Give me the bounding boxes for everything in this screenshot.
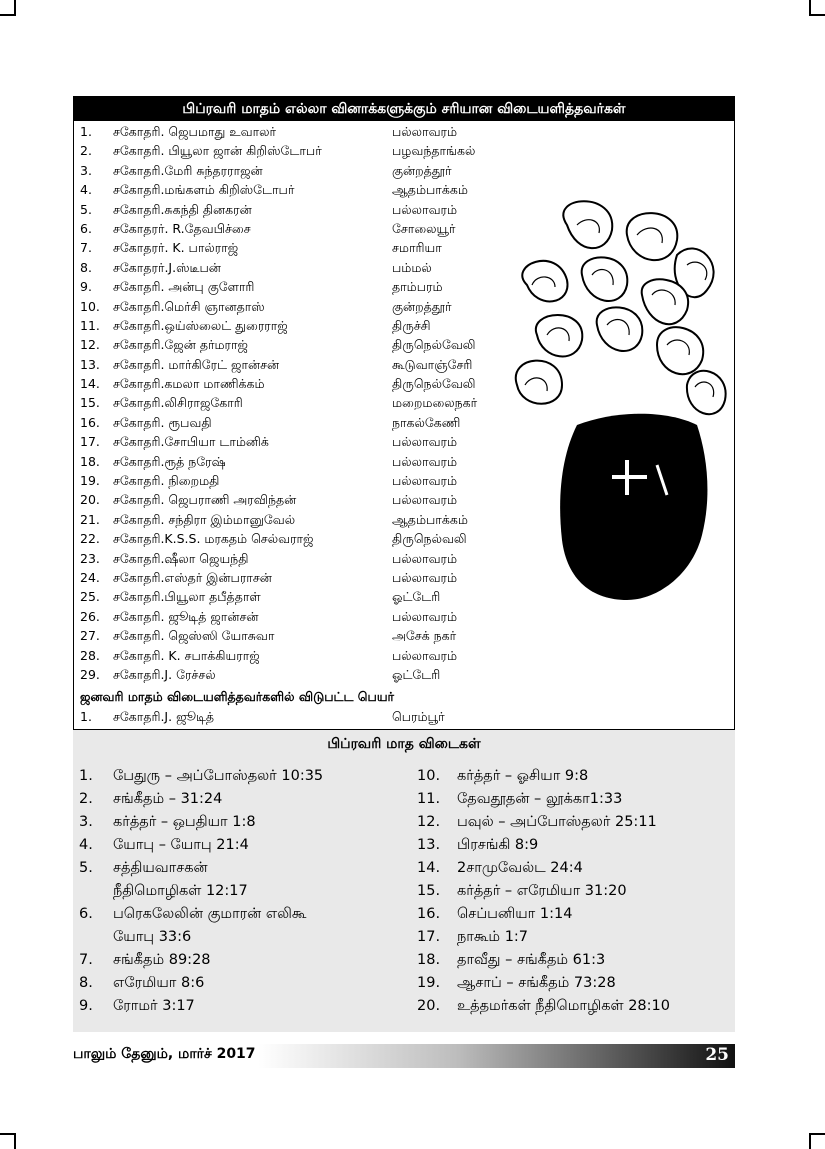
item-number: 12. <box>80 337 100 353</box>
item-name: சகோதரி. ஜெபராணி அரவிந்தன் <box>113 492 297 508</box>
item-place: பல்லாவரம் <box>392 434 458 450</box>
item-number: 16. <box>80 414 100 430</box>
answer-number: 12. <box>417 814 441 830</box>
list-item <box>74 180 534 199</box>
winners-list <box>74 122 534 684</box>
answer-item <box>417 765 737 788</box>
item-number: 10. <box>80 298 100 314</box>
answer-number: 15. <box>417 883 441 899</box>
answer-item <box>417 788 737 811</box>
answer-item <box>417 972 737 995</box>
list-item <box>74 646 534 665</box>
answer-number: 20. <box>417 998 441 1014</box>
answer-number: 18. <box>417 952 441 968</box>
list-item <box>74 432 534 451</box>
item-place: திருநெல்வேலி <box>392 337 476 353</box>
answer-text: எரேமியா 8:6 <box>113 975 205 991</box>
list-item <box>74 510 534 529</box>
item-place: நாகல்கேணி <box>392 414 461 430</box>
item-number: 20. <box>80 492 100 508</box>
answer-number: 19. <box>417 975 441 991</box>
item-name: சகோதரி. பியூலா ஜான் கிறிஸ்டோபர் <box>113 143 322 159</box>
item-place: திருச்சி <box>392 317 431 333</box>
item-number: 27. <box>80 628 100 644</box>
item-place: குன்றத்தூர் <box>392 162 452 178</box>
list-item <box>74 707 534 726</box>
list-item <box>74 200 534 219</box>
flower-vase-illustration <box>507 195 731 605</box>
item-place: பல்லாவரம் <box>392 647 458 663</box>
item-name: சகோதரி.மங்களம் கிறிஸ்டோபர் <box>113 182 295 198</box>
list-item <box>74 238 534 257</box>
answer-item <box>79 834 399 857</box>
list-item <box>74 452 534 471</box>
item-place: பல்லாவரம் <box>392 124 458 139</box>
item-number: 26. <box>80 608 100 624</box>
item-name: சகோதரி.J. ரேச்சல் <box>113 666 216 682</box>
list-item <box>74 141 534 160</box>
answer-item <box>79 857 399 880</box>
item-name: சகோதரி.பியூலா தபீத்தாள் <box>113 589 261 605</box>
item-name: சகோதரி.ரூத் நரேஷ் <box>113 453 226 469</box>
answer-item <box>417 903 737 926</box>
answer-text: சத்தியவாசகன் <box>113 860 208 876</box>
item-number: 14. <box>80 376 100 392</box>
item-number: 6. <box>80 220 92 236</box>
answer-number: 6. <box>79 906 93 922</box>
list-item <box>74 587 534 606</box>
page-number: 25 <box>705 1045 729 1065</box>
item-place: ஓட்டேரி <box>392 666 441 682</box>
answer-item <box>79 995 399 1018</box>
list-item <box>74 607 534 626</box>
answer-text: கர்த்தர் – எரேமியா 31:20 <box>457 883 627 899</box>
item-name: சகோதரி. ஜெபமாது உவாலர் <box>113 124 277 139</box>
item-place: பல்லாவரம் <box>392 550 458 566</box>
item-number: 17. <box>80 434 100 450</box>
answer-item <box>79 880 399 903</box>
item-name: சகோதரி.ஜேன் தர்மராஜ் <box>113 337 248 353</box>
item-name: சகோதரி.ஷீலா ஜெயந்தி <box>113 550 249 566</box>
answer-item <box>79 788 399 811</box>
answer-item <box>417 857 737 880</box>
item-place: தாம்பரம் <box>392 279 443 295</box>
list-item <box>74 665 534 684</box>
winners-title: பிப்ரவரி மாதம் எல்லா வினாக்களுக்கும் சரியான விடையளித்தவர்கள் <box>74 97 734 121</box>
item-number: 1. <box>80 709 92 724</box>
list-item <box>74 549 534 568</box>
answer-text: 2சாமுவேல்ட 24:4 <box>457 860 583 876</box>
list-item <box>74 529 534 548</box>
item-place: பல்லாவரம் <box>392 608 458 624</box>
item-number: 18. <box>80 453 100 469</box>
item-place: ஆதம்பாக்கம் <box>392 182 468 198</box>
answer-item <box>417 949 737 972</box>
list-item <box>74 626 534 645</box>
item-name: சகோதரி. நிறைமதி <box>113 473 220 489</box>
item-place: கூடுவாஞ்சேரி <box>392 356 473 372</box>
answer-text: ரோமர் 3:17 <box>113 998 195 1014</box>
item-number: 19. <box>80 473 100 489</box>
item-number: 4. <box>80 182 92 198</box>
item-number: 5. <box>80 201 92 217</box>
item-name: சகோதரர். K. பால்ராஜ் <box>113 240 239 256</box>
answer-number: 10. <box>417 768 441 784</box>
answer-text: உத்தமர்கள் நீதிமொழிகள் 28:10 <box>457 998 670 1014</box>
answer-item <box>417 834 737 857</box>
answer-number: 16. <box>417 906 441 922</box>
list-item <box>74 335 534 354</box>
item-number: 7. <box>80 240 92 256</box>
crop-mark-bottom-left <box>0 1133 16 1149</box>
item-place: ஆதம்பாக்கம் <box>392 511 468 527</box>
item-name: சகோதரி. சந்திரா இம்மானுவேல் <box>113 511 296 527</box>
item-place: பல்லாவரம் <box>392 492 458 508</box>
answer-text: பவுல் – அப்போஸ்தலர் 25:11 <box>457 814 657 830</box>
answer-text: யோபு 33:6 <box>113 929 192 945</box>
item-number: 3. <box>80 162 92 178</box>
answer-item <box>79 811 399 834</box>
answer-number: 14. <box>417 860 441 876</box>
item-name: சகோதரர்.J.ஸ்டீபன் <box>113 259 221 275</box>
answer-item <box>417 880 737 903</box>
item-place: ஓட்டேரி <box>392 589 441 605</box>
item-name: சகோதரி.கமலா மாணிக்கம் <box>113 376 265 392</box>
answer-text: ஆசாப் – சங்கீதம் 73:28 <box>457 975 616 991</box>
answer-text: கர்த்தர் – ஒபதியா 1:8 <box>113 814 256 830</box>
answer-number: 4. <box>79 837 93 853</box>
answer-text: பேதுரு – அப்போஸ்தலர் 10:35 <box>113 768 324 784</box>
answers-title: பிப்ரவரி மாத விடைகள் <box>327 736 481 752</box>
answer-text: நீதிமொழிகள் 12:17 <box>113 883 248 899</box>
crop-mark-bottom-right <box>809 1133 825 1149</box>
answer-item <box>79 903 399 926</box>
item-name: சகோதரர். R.தேவபிச்சை <box>113 220 251 236</box>
item-number: 28. <box>80 647 100 663</box>
item-number: 29. <box>80 666 100 682</box>
item-place: பம்மல் <box>392 259 432 275</box>
item-place: அசேக் நகர் <box>392 628 457 644</box>
answers-box <box>73 730 735 1032</box>
item-number: 24. <box>80 569 100 585</box>
answer-text: தாவீது – சங்கீதம் 61:3 <box>457 952 606 968</box>
item-number: 15. <box>80 395 100 411</box>
item-place: பல்லாவரம் <box>392 569 458 585</box>
answer-number: 2. <box>79 791 93 807</box>
item-place: சோலையூர் <box>392 220 456 236</box>
item-name: சகோதரி. மார்கிரேட் ஜான்சன் <box>113 356 280 372</box>
item-place: பெரம்பூர் <box>392 709 445 724</box>
item-name: சகோதரி.மெர்சி ஞானதாஸ் <box>113 298 265 314</box>
list-item <box>74 413 534 432</box>
item-name: சகோதரி. K. சபாக்கியராஜ் <box>113 647 260 663</box>
footer-text: பாலும் தேனும், மார்ச் 2017 <box>73 1046 256 1062</box>
item-number: 25. <box>80 589 100 605</box>
answer-item <box>417 811 737 834</box>
answer-number: 7. <box>79 952 93 968</box>
answer-text: செப்பனியா 1:14 <box>457 906 573 922</box>
item-place: சமாரியா <box>392 240 442 256</box>
item-name: சகோதரி.மேரி சுந்தரராஜன் <box>113 162 263 178</box>
answer-text: கர்த்தர் – ஓசியா 9:8 <box>457 768 589 784</box>
answer-number: 9. <box>79 998 93 1014</box>
answer-number: 5. <box>79 860 93 876</box>
list-item <box>74 219 534 238</box>
item-place: குன்றத்தூர் <box>392 298 452 314</box>
answer-text: தேவதூதன் – லூக்கா1:33 <box>457 791 623 807</box>
item-place: பல்லாவரம் <box>392 453 458 469</box>
item-number: 22. <box>80 531 100 547</box>
answer-item <box>79 765 399 788</box>
item-place: பழவந்தாங்கல் <box>392 143 476 159</box>
crop-mark-top-right <box>809 0 825 16</box>
answer-number: 1. <box>79 768 93 784</box>
item-number: 21. <box>80 511 100 527</box>
item-name: சகோதரி.சுகந்தி தினகரன் <box>113 201 252 217</box>
item-number: 9. <box>80 279 92 295</box>
item-number: 23. <box>80 550 100 566</box>
crop-mark-top-left <box>0 0 16 16</box>
list-item <box>74 355 534 374</box>
item-name: சகோதரி.எஸ்தர் இன்பராசன் <box>113 569 272 585</box>
item-name: சகோதரி. ஜூடித் ஜான்சன் <box>113 608 259 624</box>
item-place: திருநெல்வலி <box>392 531 467 547</box>
answer-number: 13. <box>417 837 441 853</box>
answer-item <box>417 926 737 949</box>
list-item <box>74 258 534 277</box>
answer-item <box>79 972 399 995</box>
answer-item <box>79 949 399 972</box>
answer-number: 3. <box>79 814 93 830</box>
answer-text: பரெகலேலின் குமாரன் எலிகூ <box>113 906 307 922</box>
answer-number: 11. <box>417 791 441 807</box>
item-number: 11. <box>80 317 100 333</box>
list-item <box>74 316 534 335</box>
item-place: பல்லாவரம் <box>392 473 458 489</box>
list-item <box>74 471 534 490</box>
footer <box>73 1044 735 1068</box>
item-name: சகோதரி.K.S.S. மரகதம் செல்வராஜ் <box>113 531 314 547</box>
item-place: திருநெல்வேலி <box>392 376 476 392</box>
answer-item <box>417 995 737 1018</box>
missed-names-title: ஜனவரி மாதம் விடையளித்தவர்களில் விடுபட்ட பெயர் <box>80 689 395 704</box>
answer-item <box>79 926 399 949</box>
item-name: சகோதரி. அன்பு குளோரி <box>113 279 255 295</box>
item-place: மறைமலைநகர் <box>392 395 478 411</box>
item-place: பல்லாவரம் <box>392 201 458 217</box>
answer-number: 8. <box>79 975 93 991</box>
item-number: 13. <box>80 356 100 372</box>
missed-names-list <box>74 707 534 726</box>
answer-text: பிரசங்கி 8:9 <box>457 837 539 853</box>
list-item <box>74 277 534 296</box>
item-name: சகோதரி.லிசிராஜகோரி <box>113 395 243 411</box>
item-number: 2. <box>80 143 92 159</box>
item-number: 1. <box>80 124 92 139</box>
item-name: சகோதரி. ஜெஸ்ஸி யோசுவா <box>113 628 275 644</box>
list-item <box>74 161 534 180</box>
list-item <box>74 568 534 587</box>
answer-text: சங்கீதம் – 31:24 <box>113 791 223 807</box>
answer-text: நாகூம் 1:7 <box>457 929 529 945</box>
item-name: சகோதரி. ரூபவதி <box>113 414 212 430</box>
item-name: சகோதரி.ஒய்ஸ்லைட் துரைராஜ் <box>113 317 288 333</box>
list-item <box>74 122 534 141</box>
item-name: சகோதரி.சோபியா டாம்னிக் <box>113 434 269 450</box>
list-item <box>74 297 534 316</box>
item-name: சகோதரி.J. ஜூடித் <box>113 709 215 724</box>
answer-text: சங்கீதம் 89:28 <box>113 952 211 968</box>
item-number: 8. <box>80 259 92 275</box>
list-item <box>74 490 534 509</box>
answer-number: 17. <box>417 929 441 945</box>
list-item <box>74 374 534 393</box>
answer-text: யோபு – யோபு 21:4 <box>113 837 249 853</box>
list-item <box>74 393 534 412</box>
